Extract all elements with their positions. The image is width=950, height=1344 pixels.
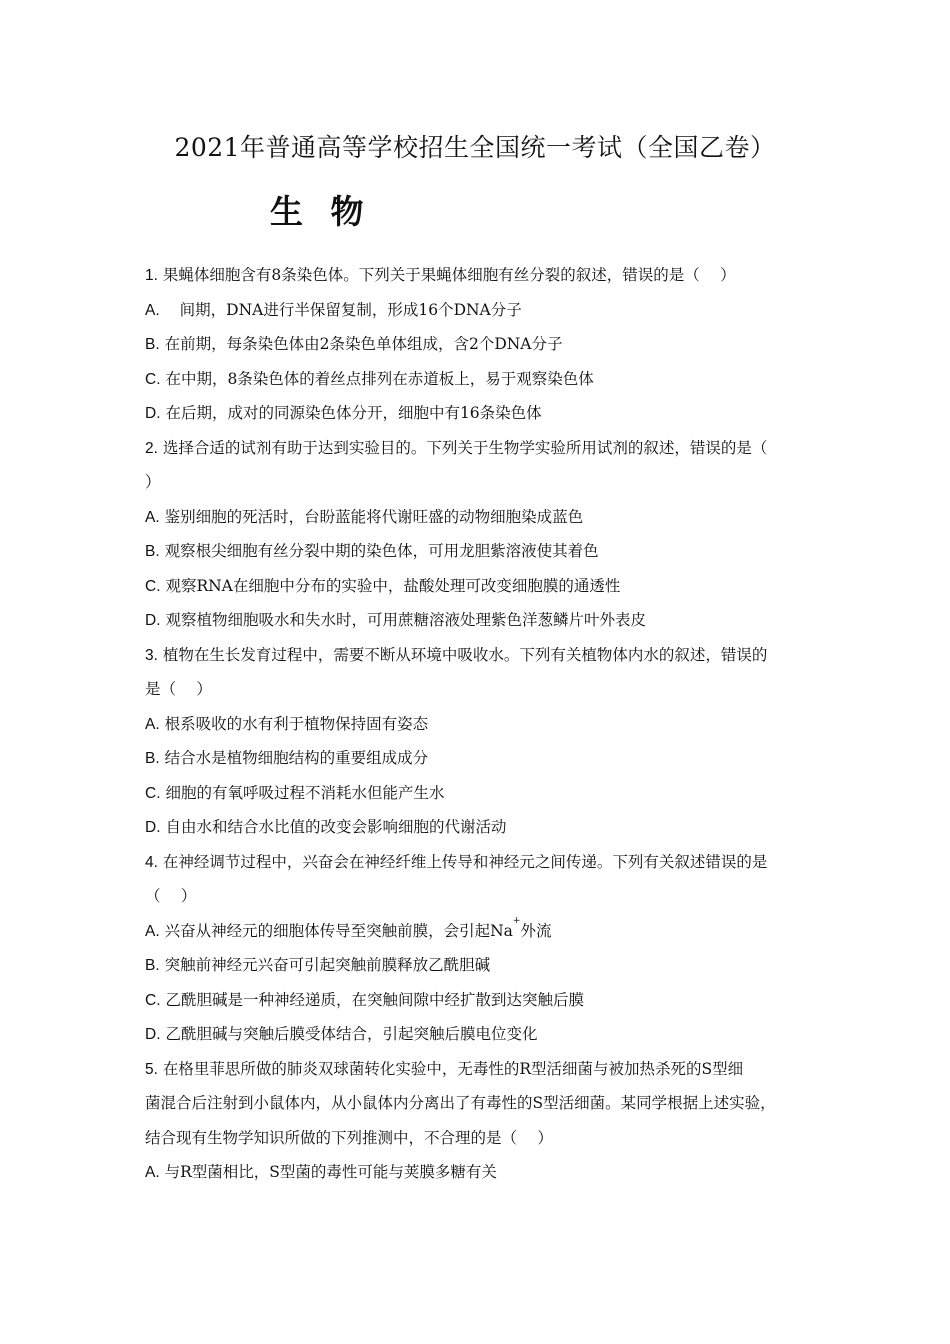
question-1-option-a [145,293,815,328]
question-number: 3. [145,646,158,664]
option-label: B. [145,543,160,560]
option-label: A. [145,715,160,733]
question-5-stem-continued [145,1086,815,1121]
question-text: 结合现有生物学知识所做的下列推测中，不合理的是（ ） [145,1128,553,1147]
question-4-option-c [145,983,815,1018]
option-label: A. [145,1164,160,1181]
question-3-option-b [145,741,815,776]
question-4-option-d [145,1017,815,1052]
option-label: D. [145,1026,161,1043]
question-3-stem [145,638,815,673]
option-text: 乙酰胆碱是一种神经递质，在突触间隙中经扩散到达突触后膜 [165,990,584,1009]
option-text: 与R型菌相比，S型菌的毒性可能与荚膜多糖有关 [164,1163,497,1181]
question-list [145,258,815,1190]
question-5-stem [145,1052,815,1087]
question-1-stem [145,258,815,293]
question-number: 1. [145,267,158,284]
question-2-option-d [145,603,815,638]
question-text: 植物在生长发育过程中，需要不断从环境中吸收水。下列有关植物体内水的叙述，错误的 [162,645,768,664]
option-text: 乙酰胆碱与突触后膜受体结合，引起突触后膜电位变化 [165,1025,538,1043]
option-text: 结合水是植物细胞结构的重要组成成分 [164,749,429,767]
question-3-stem-continued [145,672,815,707]
option-label: D. [145,819,161,836]
question-3-option-d [145,810,815,845]
question-text: 选择合适的试剂有助于达到实验目的。下列关于生物学实验所用试剂的叙述，错误的是（ [162,438,768,457]
option-text: 根系吸收的水有利于植物保持固有姿态 [164,714,429,733]
question-4-stem-continued [145,879,815,914]
question-text: 在神经调节过程中，兴奋会在神经纤维上传导和神经元之间传递。下列有关叙述错误的是 [162,852,768,871]
option-label: C. [145,577,161,595]
question-4-option-b [145,948,815,983]
question-number: 5. [145,1060,158,1078]
option-label: D. [145,612,161,629]
option-label: C. [145,991,161,1009]
option-label: A. [145,922,160,940]
question-text: 是（ ） [145,680,212,698]
option-label: B. [145,336,160,353]
question-2-stem-continued [145,465,815,500]
option-label: B. [145,750,160,767]
option-label: C. [145,784,161,802]
question-text: 果蝇体细胞含有8条染色体。下列关于果蝇体细胞有丝分裂的叙述，错误的是（ ） [162,266,736,284]
option-text: 自由水和结合水比值的改变会影响细胞的代谢活动 [165,818,507,836]
option-text: 观察根尖细胞有丝分裂中期的染色体，可用龙胆紫溶液使其着色 [164,542,599,560]
option-text: 间期，DNA进行半保留复制，形成16个DNA分子 [179,300,522,319]
question-text: 在格里菲思所做的肺炎双球菌转化实验中，无毒性的R型活细菌与被加热杀死的S型细 [162,1059,744,1078]
option-text: 在前期，每条染色体由2条染色单体组成，含2个DNA分子 [164,335,563,353]
option-text: 鉴别细胞的死活时，台盼蓝能将代谢旺盛的动物细胞染成蓝色 [164,507,584,526]
option-text: 兴奋从神经元的细胞体传导至突触前膜，会引起Na [164,921,513,940]
option-label: A. [145,508,160,526]
question-2-option-b [145,534,815,569]
option-label: A. [145,301,160,319]
question-number: 2. [145,439,158,457]
question-number: 4. [145,853,158,871]
question-text: （ ） [145,887,197,905]
option-text: 突触前神经元兴奋可引起突触前膜释放乙酰胆碱 [164,956,491,974]
question-4-stem [145,845,815,880]
question-4-option-a [145,914,815,949]
subject-heading: 生 物 [270,192,372,231]
question-text: 菌混合后注射到小鼠体内，从小鼠体内分离出了有毒性的S型活细菌。某同学根据上述实验， [145,1094,776,1112]
option-text: 细胞的有氧呼吸过程不消耗水但能产生水 [165,783,445,802]
question-2-option-c [145,569,815,604]
question-2-stem [145,431,815,466]
question-3-option-c [145,776,815,811]
option-label: B. [145,957,160,974]
exam-title: 2021年普通高等学校招生全国统一考试（全国乙卷） [174,133,776,162]
superscript-plus: + [512,915,521,926]
question-5-option-a [145,1155,815,1190]
question-1-option-c [145,362,815,397]
option-text: 观察RNA在细胞中分布的实验中，盐酸处理可改变细胞膜的通透性 [165,576,621,595]
question-text: ） [145,473,161,491]
option-text: 在后期，成对的同源染色体分开，细胞中有16条染色体 [165,404,542,422]
option-label: D. [145,405,161,422]
question-5-stem-continued [145,1121,815,1156]
question-3-option-a [145,707,815,742]
option-text: 在中期，8条染色体的着丝点排列在赤道板上，易于观察染色体 [165,369,594,388]
question-1-option-d [145,396,815,431]
question-2-option-a [145,500,815,535]
option-label: C. [145,370,161,388]
question-1-option-b [145,327,815,362]
option-text-tail: 外流 [520,921,552,940]
option-text: 观察植物细胞吸水和失水时，可用蔗糖溶液处理紫色洋葱鳞片叶外表皮 [165,611,646,629]
